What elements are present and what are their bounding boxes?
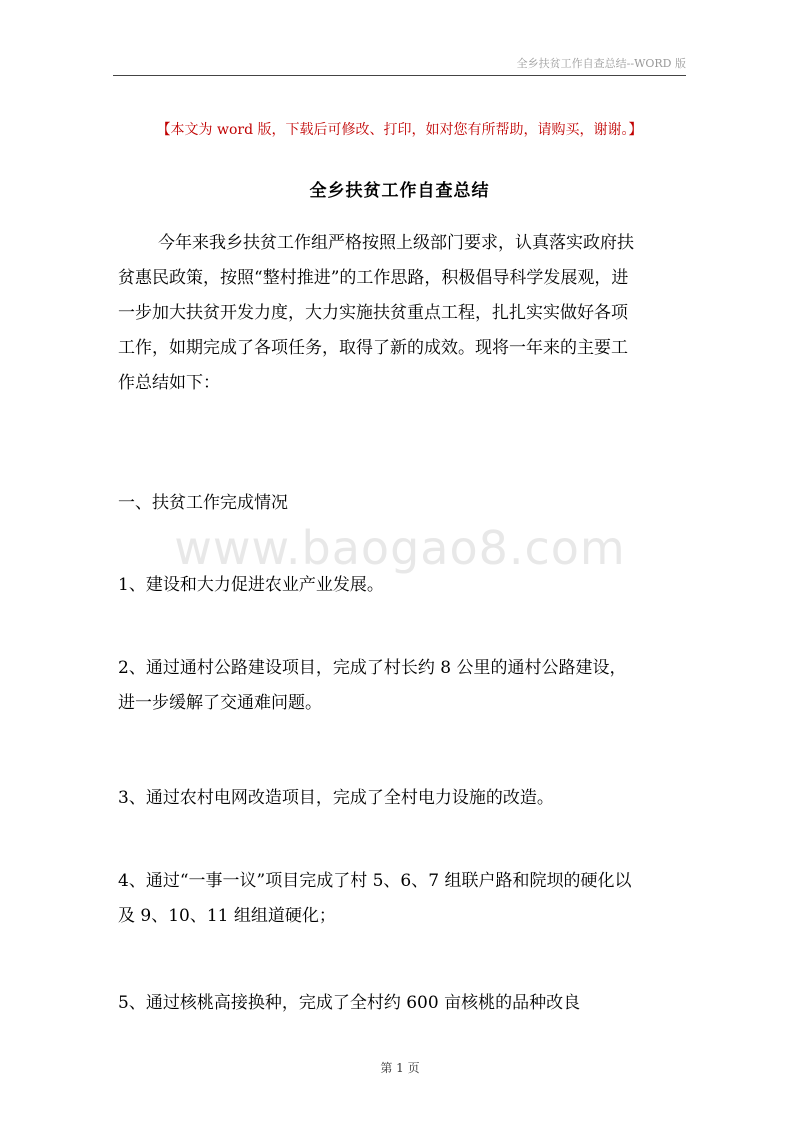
paragraph-line: 作总结如下： xyxy=(118,373,220,393)
paragraph-line: 贫惠民政策，按照“整村推进”的工作思路，积极倡导科学发展观，进 xyxy=(118,268,629,288)
page-number: 第 1 页 xyxy=(380,1061,420,1075)
section-heading xyxy=(118,486,690,521)
paragraph-line: 今年来我乡扶贫工作组严格按照上级部门要求，认真落实政府扶 xyxy=(158,233,634,253)
list-item-line: 1、建设和大力促进农业产业发展。 xyxy=(118,575,384,595)
list-item-line: 3、通过农村电网改造项目，完成了全村电力设施的改造。 xyxy=(118,788,554,808)
header-rule xyxy=(113,75,686,76)
list-item xyxy=(118,864,690,934)
list-item xyxy=(118,986,690,1021)
list-item-line: 2、通过通村公路建设项目，完成了村长约 8 公里的通村公路建设， xyxy=(118,658,627,678)
page-footer xyxy=(0,1059,800,1076)
list-item-line: 进一步缓解了交通难问题。 xyxy=(118,693,322,713)
paragraph-line: 一步加大扶贫开发力度，大力实施扶贫重点工程，扎扎实实做好各项 xyxy=(118,303,628,323)
header-text: 全乡扶贫工作自查总结--WORD 版 xyxy=(516,57,686,70)
watermark: www.baogao8.com xyxy=(174,521,626,575)
paragraph-line: 工作，如期完成了各项任务，取得了新的成效。现将一年来的主要工 xyxy=(118,338,628,358)
list-item xyxy=(118,651,690,721)
intro-paragraph xyxy=(118,226,690,401)
list-item-line: 及 9、10、11 组组道硬化； xyxy=(118,906,336,926)
purchase-notice: 【本文为 word 版，下载后可修改、打印，如对您有所帮助，请购买，谢谢。】 xyxy=(156,122,643,138)
list-item-line: 5、通过核桃高接换种，完成了全村约 600 亩核桃的品种改良 xyxy=(118,993,581,1013)
list-item xyxy=(118,568,690,603)
list-item xyxy=(118,781,690,816)
section-heading-text: 一、扶贫工作完成情况 xyxy=(118,493,288,513)
list-item-line: 4、通过“一事一议”项目完成了村 5、6、7 组联户路和院坝的硬化以 xyxy=(118,871,632,891)
document-title: 全乡扶贫工作自查总结 xyxy=(309,181,490,201)
page-header xyxy=(113,50,686,76)
